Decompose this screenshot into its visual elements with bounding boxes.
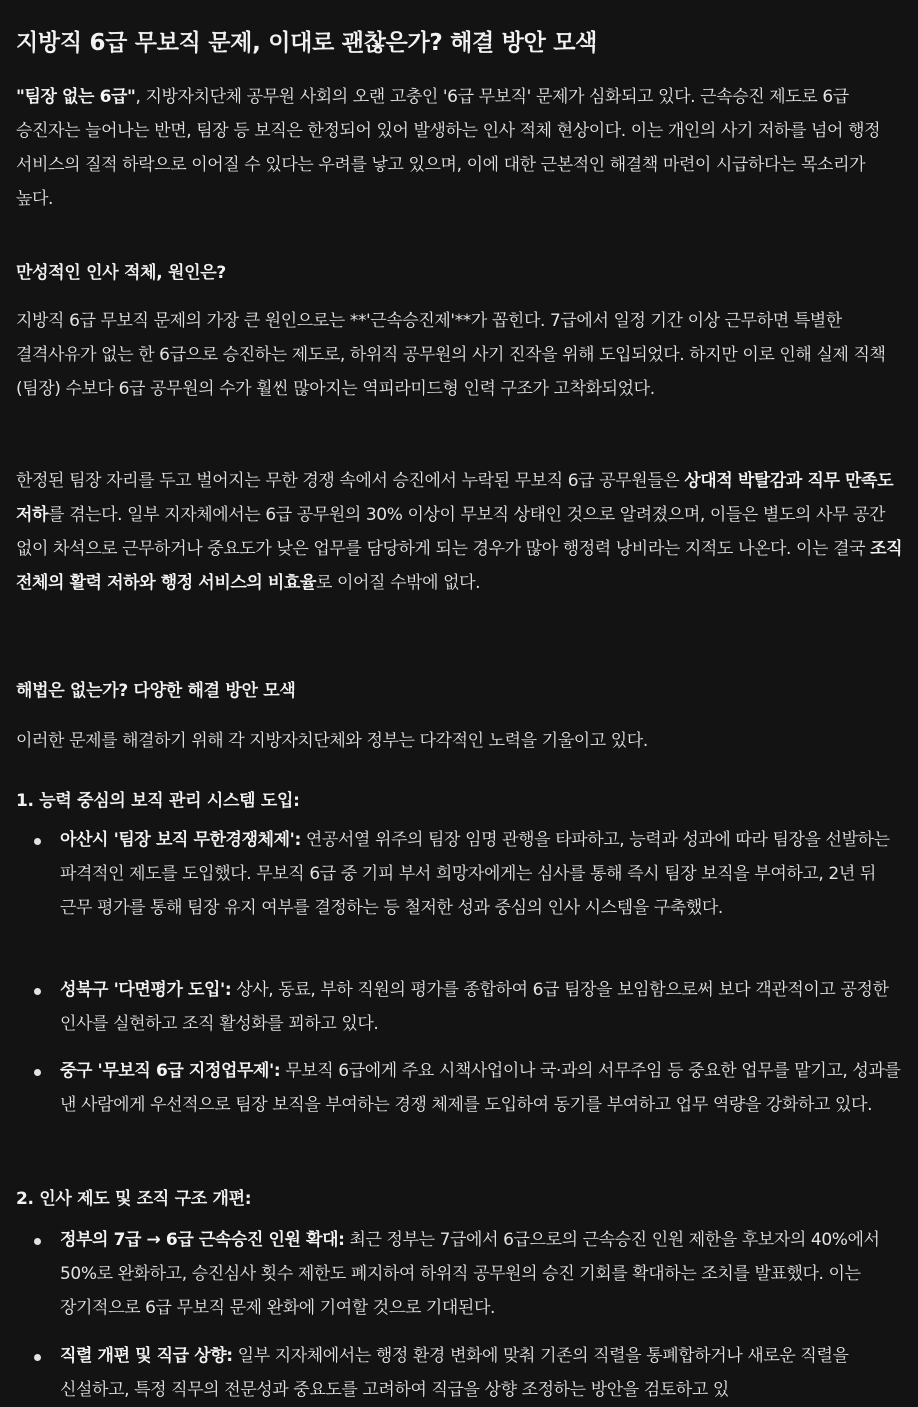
intro-bold-lead: "팀장 없는 6급" bbox=[16, 87, 136, 107]
intro-text: , 지방자치단체 공무원 사회의 오랜 고충인 '6급 무보직' 문제가 심화되고 있다. 근속승진 제도로 6급 승진자는 늘어나는 반면, 팀장 등 보직은 한정되어 있어 발생하는 인사 적체 현상이다. 이는 개인의 사기 저하를 넘어 행정 서비스의 질적 하락으로 이어질 수 있다는 우려를 낳고 있으며, 이에 대한 근본적인 해결책 마련이 시급하다는 목소리가 높다. bbox=[16, 87, 881, 209]
bold-deprivation: 상대적 박탈감과 직무 만족도 저하 bbox=[16, 471, 894, 525]
section-heading-causes: 만성적인 인사 적체, 원인은? bbox=[16, 263, 226, 283]
bullet-dot bbox=[34, 1238, 41, 1245]
bold-inefficiency: 조직 전체의 활력 저하와 행정 서비스의 비효율 bbox=[16, 539, 903, 593]
section-heading-solutions: 해법은 없는가? 다양한 해결 방안 모색 bbox=[16, 681, 296, 701]
list-item-seongbuk: 성북구 '다면평가 도입': 상사, 동료, 부하 직원의 평가를 종합하여 6급 팀장을 보임함으로써 보다 객관적이고 공정한 인사를 실현하고 조직 활성화를 꾀하고 있다. bbox=[60, 980, 889, 1034]
subheading-system-reform: 2. 인사 제도 및 조직 구조 개편: bbox=[16, 1189, 252, 1209]
list-item-government: 정부의 7급 → 6급 근속승진 인원 확대: 최근 정부는 7급에서 6급으로의 근속승진 인원 제한을 후보자의 40%에서 50%로 완화하고, 승진심사 횟수 제한도 폐지하여 하위직 공무원의 승진 기회를 확대하는 조치를 발표했다. 이는 장기적으로 6급 무보직 문제 완화에 기여할 것으로 기대된다. bbox=[60, 1230, 880, 1318]
list-item-junggu: 중구 '무보직 6급 지정업무제': 무보직 6급에게 주요 시책사업이나 국·과의 서무주임 등 중요한 업무를 맡기고, 성과를 낸 사람에게 우선적으로 팀장 보직을 부여하는 경쟁 체제를 도입하여 동기를 부여하고 업무 역량을 강화하고 있다. bbox=[60, 1061, 901, 1115]
subheading-ability-based: 1. 능력 중심의 보직 관리 시스템 도입: bbox=[16, 791, 300, 811]
bullet-dot bbox=[34, 1354, 41, 1361]
list-item-asan: 아산시 '팀장 보직 무한경쟁체제': 연공서열 위주의 팀장 임명 관행을 타파하고, 능력과 성과에 따라 팀장을 선발하는 파격적인 제도를 도입했다. 무보직 6급 중 기피 부서 희망자에게는 심사를 통해 즉시 팀장 보직을 부여하고, 2년 뒤 근무 평가를 통해 팀장 유지 여부를 결정하는 등 철저한 성과 중심의 인사 시스템을 구축했다. bbox=[60, 830, 890, 918]
causes-paragraph-2: 한정된 팀장 자리를 두고 벌어지는 무한 경쟁 속에서 승진에서 누락된 무보직 6급 공무원들은 상대적 박탈감과 직무 만족도 저하를 겪는다. 일부 지자체에서는 6급 공무원의 30% 이상이 무보직 상태인 것으로 알려졌으며, 이들은 별도의 사무 공간 없이 차석으로 근무하거나 중요도가 낮은 업무를 담당하게 되는 경우가 많아 행정력 낭비라는 지적도 나온다. 이는 결국 조직 전체의 활력 저하와 행정 서비스의 비효율로 이어질 수밖에 없다. bbox=[16, 471, 903, 593]
bullet-dot bbox=[34, 988, 41, 995]
article-title: 지방직 6급 무보직 문제, 이대로 괜찮은가? 해결 방안 모색 bbox=[16, 30, 598, 56]
causes-paragraph-1: 지방직 6급 무보직 문제의 가장 큰 원인으로는 **'근속승진제'**가 꼽힌다. 7급에서 일정 기간 이상 근무하면 특별한 결격사유가 없는 한 6급으로 승진하는 제도로, 하위직 공무원의 사기 진작을 위해 도입되었다. 하지만 이로 인해 실제 직책(팀장) 수보다 6급 공무원의 수가 훨씬 많아지는 역피라미드형 인력 구조가 고착화되었다. bbox=[16, 311, 886, 399]
list-item-job-series: 직렬 개편 및 직급 상향: 일부 지자체에서는 행정 환경 변화에 맞춰 기존의 직렬을 통폐합하거나 새로운 직렬을 신설하고, 특정 직무의 전문성과 중요도를 고려하여 직급을 상향 조정하는 방안을 검토하고 있 bbox=[60, 1346, 849, 1400]
bullet-dot bbox=[34, 838, 41, 845]
bullet-dot bbox=[34, 1069, 41, 1076]
intro-paragraph bbox=[16, 80, 904, 216]
solutions-intro: 이러한 문제를 해결하기 위해 각 지방자치단체와 정부는 다각적인 노력을 기울이고 있다. bbox=[16, 731, 648, 751]
